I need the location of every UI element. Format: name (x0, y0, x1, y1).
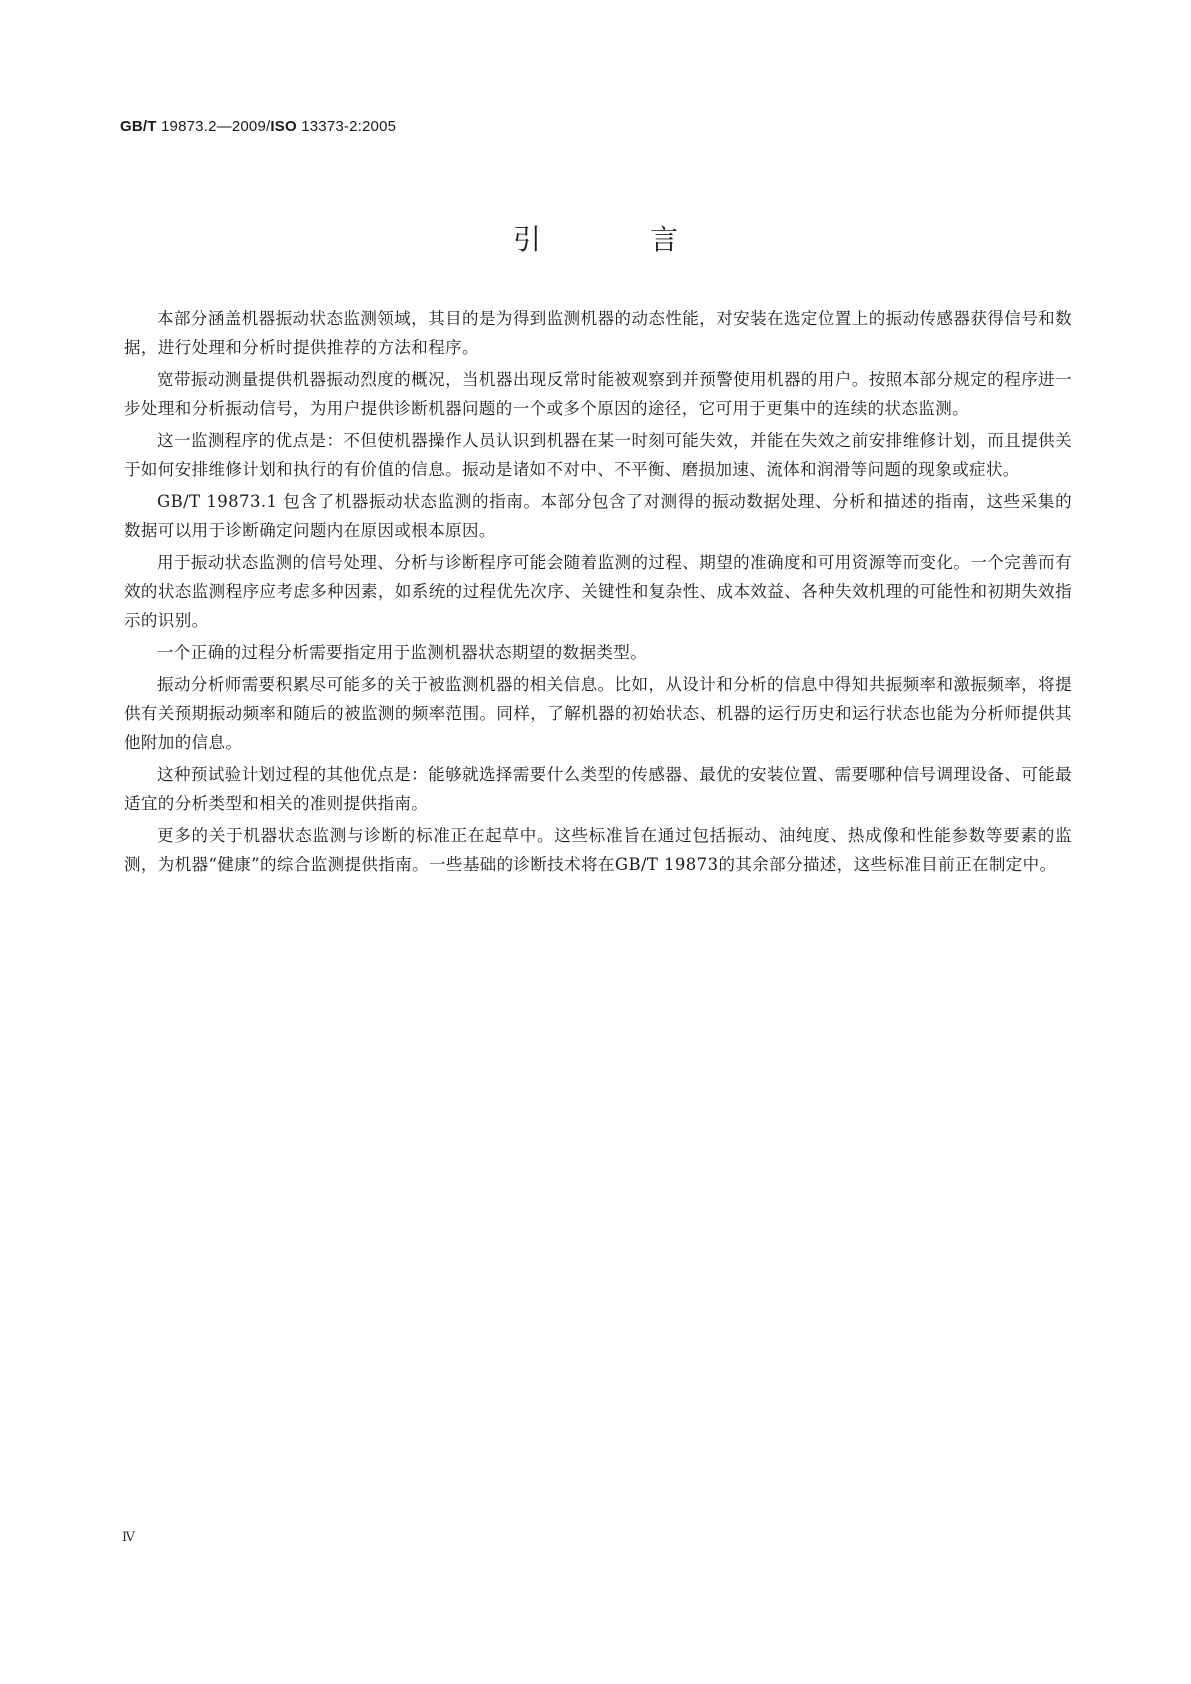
paragraph: GB/T 19873.1 包含了机器振动状态监测的指南。本部分包含了对测得的振动数据处理、分析和描述的指南，这些采集的数据可以用于诊断确定问题内在原因或根本原因。 (124, 492, 1072, 540)
page-number: Ⅳ (122, 1530, 135, 1545)
paragraph: 更多的关于机器状态监测与诊断的标准正在起草中。这些标准旨在通过包括振动、油纯度、热成像和性能参数等要素的监测，为机器“健康”的综合监测提供指南。一些基础的诊断技术将在GB/T 19873的其余部分描述，这些标准目前正在制定中。 (124, 826, 1072, 874)
paragraph: 一个正确的过程分析需要指定用于监测机器状态期望的数据类型。 (157, 643, 648, 662)
paragraph: 振动分析师需要积累尽可能多的关于被监测机器的相关信息。比如，从设计和分析的信息中得知共振频率和激振频率，将提供有关预期振动频率和随后的被监测的频率范围。同样，了解机器的初始状态、机器的运行历史和运行状态也能为分析师提供其他附加的信息。 (124, 675, 1072, 752)
paragraph: 用于振动状态监测的信号处理、分析与诊断程序可能会随着监测的过程、期望的准确度和可用资源等而变化。一个完善而有效的状态监测程序应考虑多种因素，如系统的过程优先次序、关键性和复杂性、成本效益、各种失效机理的可能性和初期失效指示的识别。 (124, 553, 1072, 630)
paragraph: 宽带振动测量提供机器振动烈度的概况，当机器出现反常时能被观察到并预警使用机器的用户。按照本部分规定的程序进一步处理和分析振动信号，为用户提供诊断机器问题的一个或多个原因的途径，它可用于更集中的连续的状态监测。 (124, 370, 1072, 418)
iso-prefix: ISO (270, 118, 297, 135)
introduction-body (124, 304, 1072, 882)
gb-number: 19873.2—2009/ (161, 118, 271, 135)
paragraph: 这种预试验计划过程的其他优点是：能够就选择需要什么类型的传感器、最优的安装位置、需要哪种信号调理设备、可能最适宜的分析类型和相关的准则提供指南。 (124, 765, 1072, 813)
paragraph: 本部分涵盖机器振动状态监测领域，其目的是为得到监测机器的动态性能，对安装在选定位置上的振动传感器获得信号和数据，进行处理和分析时提供推荐的方法和程序。 (124, 309, 1072, 357)
gb-prefix: GB/T (120, 118, 157, 135)
paragraph: 这一监测程序的优点是：不但使机器操作人员认识到机器在某一时刻可能失效，并能在失效之前安排维修计划，而且提供关于如何安排维修计划和执行的有价值的信息。振动是诸如不对中、不平衡、磨损加速、流体和润滑等问题的现象或症状。 (124, 431, 1072, 479)
document-header (120, 118, 396, 135)
section-title: 引 言 (513, 223, 728, 256)
iso-number: 13373-2:2005 (301, 118, 397, 135)
